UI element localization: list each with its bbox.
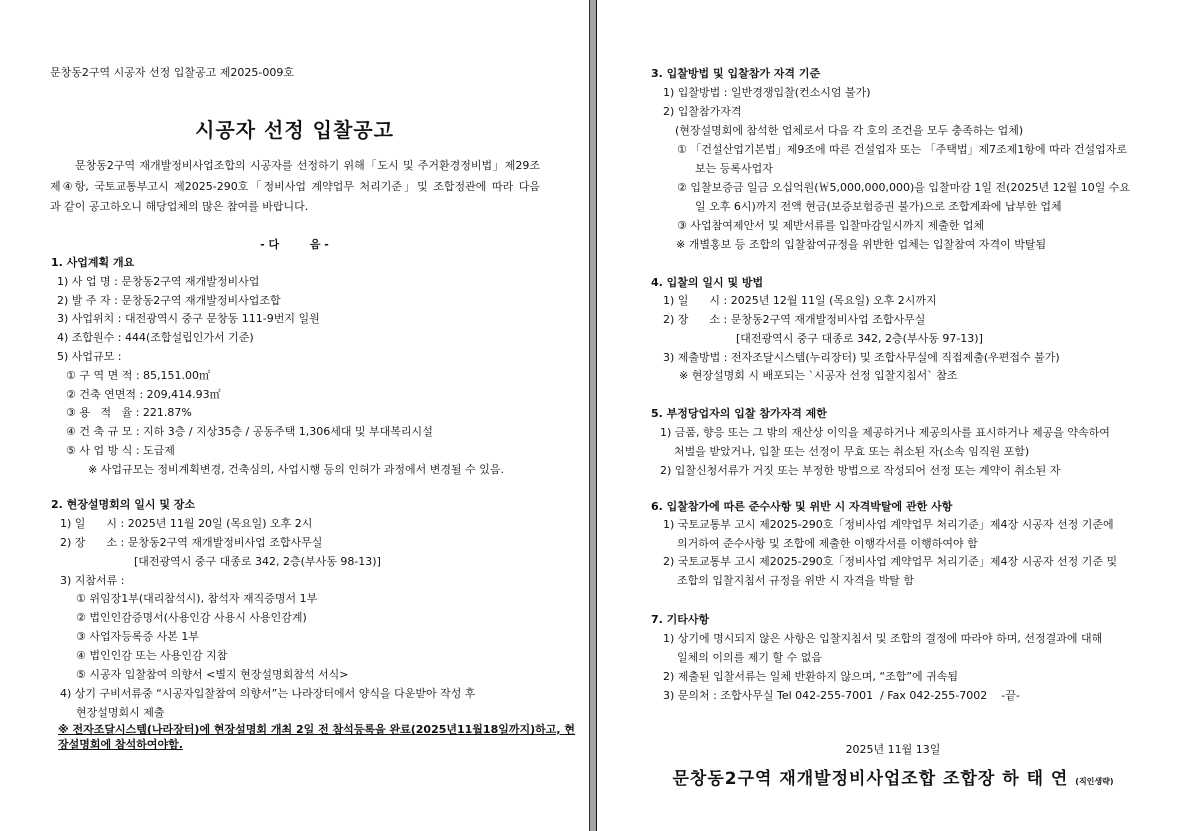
list-item: 2) 입찰신청서류가 거짓 또는 부정한 방법으로 작성되어 선정 또는 계약이 취소된 자 [660,463,1061,477]
list-item: (현장설명회에 참석한 업체로서 다음 각 호의 조건을 모두 충족하는 업체) [675,123,1024,137]
remark: ※ 사업규모는 정비계획변경, 건축심의, 사업시행 등의 인허가 과정에서 변경될 수 있음. [88,462,504,476]
list-item: 처벌을 받았거나, 입찰 또는 선정이 무효 또는 취소된 자(소속 임직원 포함) [674,444,1030,458]
address: [대전광역시 중구 대종로 342, 2층(부사동 97-13)] [736,331,983,345]
section-1 [0,254,589,480]
list-item: 보는 등록사업자 [695,161,773,175]
list-item: 2) 국토교통부 고시 제2025-290호「정비사업 계약업무 처리기준」제4장 시공자 선정 기준 및 [663,555,1118,568]
remark: ※ 현장설명회 시 배포되는 `시공자 선정 입찰지침서` 참조 [679,369,958,383]
list-item: 1) 일 시 : 2025년 11월 20일 (목요일) 오후 2시 [60,516,313,530]
intro-line: 제④항, 국토교통부고시 제2025-290호「정비사업 계약업무 처리기준」및 조합정관에 따라 다음 [50,179,540,193]
list-item: ④ 법인인감 또는 사용인감 지참 [76,649,228,663]
section-heading: 3. 입찰방법 및 입찰참가 자격 기준 [651,66,821,80]
list-item: 2) 발 주 자 : 문창동2구역 재개발정비사업조합 [57,293,281,307]
dameum-heading: - 다 음 - [260,238,329,251]
section-5 [597,404,1187,480]
list-item: ⑤ 사 업 방 식 : 도급제 [66,443,175,457]
list-item: ② 입찰보증금 일금 오십억원(￦5,000,000,000)을 입찰마감 1일 전(2025년 12월 10일 수요 [677,181,1131,195]
list-item: 5) 사업규모 : [57,349,122,363]
list-item: 1) 입찰방법 : 일반경쟁입찰(컨소시엄 불가) [663,85,871,99]
notice-line: ※ 전자조달시스템(나라장터)에 현장설명회 개최 2일 전 참석등록을 완료(2025년11월18일까지)하고, 현 [58,723,576,736]
list-item: ⑤ 시공자 입찰참여 의향서 <별지 현장설명회참석 서식> [76,668,349,682]
section-6 [597,498,1187,591]
page-divider [589,0,597,831]
list-item: 1) 상기에 명시되지 않은 사항은 입찰지침서 및 조합의 결정에 따라야 하며, 선정결과에 대해 [663,631,1103,645]
list-item: 일체의 이의를 제기 할 수 없음 [677,650,822,664]
list-item: ④ 건 축 규 모 : 지하 3층 / 지상35층 / 공동주택 1,306세대 및 부대복리시설 [66,425,433,439]
list-item: 조합의 입찰지침서 규정을 위반 시 자격을 박탈 함 [677,573,914,587]
list-item: 1) 금품, 향응 또는 그 밖의 재산상 이익을 제공하거나 제공의사를 표시하거나 제공을 약속하여 [660,425,1110,439]
list-item: 현장설명회시 제출 [76,705,165,719]
list-item: ③ 사업자등록증 사본 1부 [76,630,199,644]
list-item: 2) 입찰참가자격 [663,104,742,118]
address: [대전광역시 중구 대종로 342, 2층(부사동 98-13)] [134,554,381,568]
notice-date: 2025년 11월 13일 [845,743,941,756]
list-item: 2) 장 소 : 문창동2구역 재개발정비사업 조합사무실 [60,535,323,549]
list-item: ① 구 역 면 적 : 85,151.00㎡ [66,368,211,382]
page-left [0,0,589,831]
section-heading: 5. 부정당업자의 입찰 참가자격 제한 [651,406,827,420]
signature-line [597,764,1187,789]
section-heading: 2. 현장설명회의 일시 및 장소 [51,498,196,511]
seal-omitted-note: (직인생략) [1075,777,1114,786]
list-item: ① 「건설산업기본법」제9조에 따른 건설업자 또는 「주택법」제7조제1항에 따라 건설업자로 [677,142,1127,156]
section-2 [0,496,589,723]
section-3 [597,64,1187,255]
list-item: 2) 제출된 입찰서류는 일체 반환하지 않으며, “조합”에 귀속됨 [663,669,959,683]
notice-number: 문창동2구역 시공자 선정 입찰공고 제2025-009호 [50,66,294,79]
list-item: 1) 일 시 : 2025년 12월 11일 (목요일) 오후 2시까지 [663,294,937,308]
list-item: 3) 제출방법 : 전자조달시스템(누리장터) 및 조합사무실에 직접제출(우편접수 불가) [663,350,1060,364]
list-item: ① 위임장1부(대리참석시), 참석자 재직증명서 1부 [76,592,318,606]
section-heading: 6. 입찰참가에 따른 준수사항 및 위반 시 자격박탈에 관한 사항 [651,499,953,513]
section-4 [597,274,1187,387]
list-item: 3) 문의처 : 조합사무실 Tel 042-255-7001 / Fax 042-255-7002 -끝- [663,688,1020,702]
notice-line: 장설명회에 참석하여야함. [58,738,183,751]
registration-notice [58,722,576,752]
list-item: ② 법인인감증명서(사용인감 사용시 사용인감계) [76,611,307,625]
list-item: ② 건축 연면적 : 209,414.93㎡ [66,387,221,401]
list-item: 일 오후 6시)까지 전액 현금(보증보험증권 불가)으로 조합계좌에 납부한 업체 [695,200,1062,214]
intro-line: 문창동2구역 재개발정비사업조합의 시공자를 선정하기 위해「도시 및 주거환경정비법」제29조 [75,159,540,172]
section-heading: 4. 입찰의 일시 및 방법 [651,275,764,289]
page-right [597,0,1187,831]
list-item: 1) 국토교통부 고시 제2025-290호「정비사업 계약업무 처리기준」제4장 시공자 선정 기준에 [663,518,1114,531]
section-heading: 1. 사업계획 개요 [51,256,135,269]
intro-paragraph [50,156,540,218]
document-title: 시공자 선정 입찰공고 [195,118,394,142]
list-item: 의거하여 준수사항 및 조합에 제출한 이행각서를 이행하여야 함 [677,536,978,550]
list-item: 4) 조합원수 : 444(조합설립인가서 기준) [57,331,254,345]
remark: ※ 개별홍보 등 조합의 입찰참여규정을 위반한 업체는 입찰참여 자격이 박탈됨 [676,238,1047,252]
list-item: 3) 지참서류 : [60,573,125,587]
list-item: 3) 사업위치 : 대전광역시 중구 문창동 111-9번지 일원 [57,312,320,326]
list-item: 1) 사 업 명 : 문창동2구역 재개발정비사업 [57,274,260,288]
list-item: ③ 용 적 율 : 221.87% [66,406,192,420]
signatory: 문창동2구역 재개발정비사업조합 조합장 하 태 연 [672,769,1069,789]
section-heading: 7. 기타사항 [651,612,710,626]
intro-line: 과 같이 공고하오니 해당업체의 많은 참여를 바랍니다. [50,200,309,213]
list-item: ③ 사업참여제안서 및 제반서류를 입찰마감일시까지 제출한 업체 [677,219,985,233]
list-item: 4) 상기 구비서류중 “시공자입찰참여 의향서”는 나라장터에서 양식을 다운받아 작성 후 [60,686,476,700]
section-7 [597,610,1187,705]
list-item: 2) 장 소 : 문창동2구역 재개발정비사업 조합사무실 [663,313,926,327]
